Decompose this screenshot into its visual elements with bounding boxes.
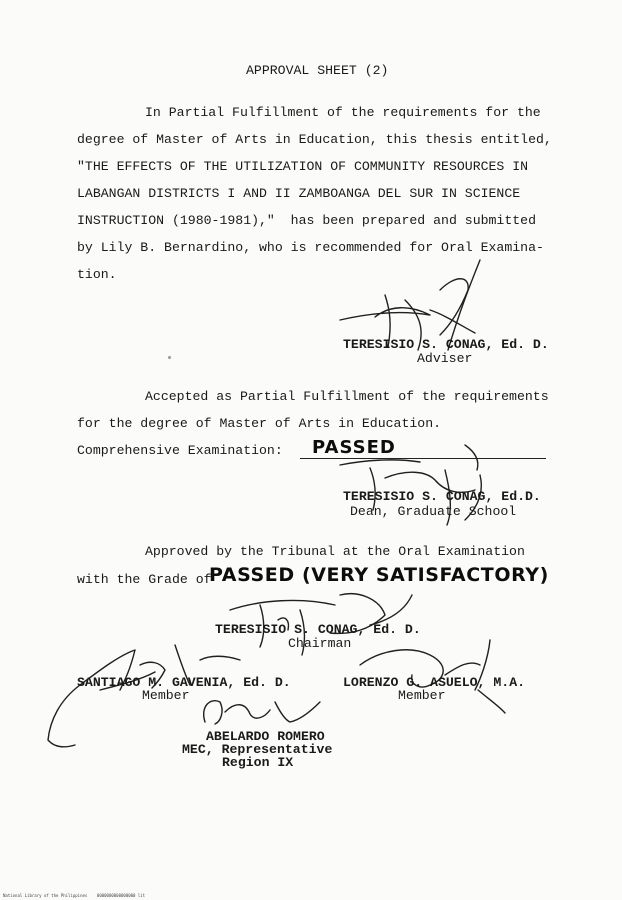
document-title: APPROVAL SHEET (2): [246, 63, 389, 78]
comprehensive-result-stamp: PASSED: [312, 437, 396, 458]
paragraph-3-grade-prefix: with the Grade of: [77, 572, 212, 587]
comprehensive-label: Comprehensive Examination:: [77, 443, 283, 458]
representative-role: MEC, Representative: [182, 742, 333, 757]
paragraph-1-line-1: In Partial Fulfillment of the requirements for the: [145, 105, 541, 120]
speck: [168, 356, 171, 359]
adviser-role: Adviser: [417, 351, 473, 366]
member-2-name: LORENZO G. ASUELO, M.A.: [343, 675, 526, 690]
representative-signature: [195, 692, 335, 732]
member-1-name: SANTIAGO M. GAVENIA, Ed. D.: [77, 675, 291, 690]
paragraph-2-line-2: for the degree of Master of Arts in Education.: [77, 416, 442, 431]
representative-name: ABELARDO ROMERO: [206, 729, 325, 744]
paragraph-3-line-1: Approved by the Tribunal at the Oral Examination: [145, 544, 525, 559]
member-2-role: Member: [398, 688, 446, 703]
chairman-name: TERESISIO S. CONAG, Ed. D.: [215, 622, 421, 637]
chairman-role: Chairman: [288, 636, 352, 651]
paragraph-1-line-4: LABANGAN DISTRICTS I AND II ZAMBOANGA DEL SUR IN SCIENCE: [77, 186, 521, 201]
paragraph-1-line-2: degree of Master of Arts in Education, this thesis entitled,: [77, 132, 552, 147]
library-footer: National Library of the Philippines 0000000000000000 lit: [3, 893, 146, 898]
member-1-role: Member: [142, 688, 190, 703]
paragraph-1-line-3: "THE EFFECTS OF THE UTILIZATION OF COMMUNITY RESOURCES IN: [77, 159, 529, 174]
paragraph-1-line-5: INSTRUCTION (1980-1981)," has been prepared and submitted: [77, 213, 536, 228]
grade-stamp: PASSED (VERY SATISFACTORY): [209, 564, 549, 586]
paragraph-1-line-7: tion.: [77, 267, 117, 282]
paragraph-1-line-6: by Lily B. Bernardino, who is recommended for Oral Examina-: [77, 240, 544, 255]
dean-name: TERESISIO S. CONAG, Ed.D.: [343, 489, 541, 504]
dean-role: Dean, Graduate School: [350, 504, 517, 519]
paragraph-2-line-1: Accepted as Partial Fulfillment of the requirements: [145, 389, 549, 404]
representative-region: Region IX: [222, 755, 294, 770]
adviser-name: TERESISIO S. CONAG, Ed. D.: [343, 337, 549, 352]
